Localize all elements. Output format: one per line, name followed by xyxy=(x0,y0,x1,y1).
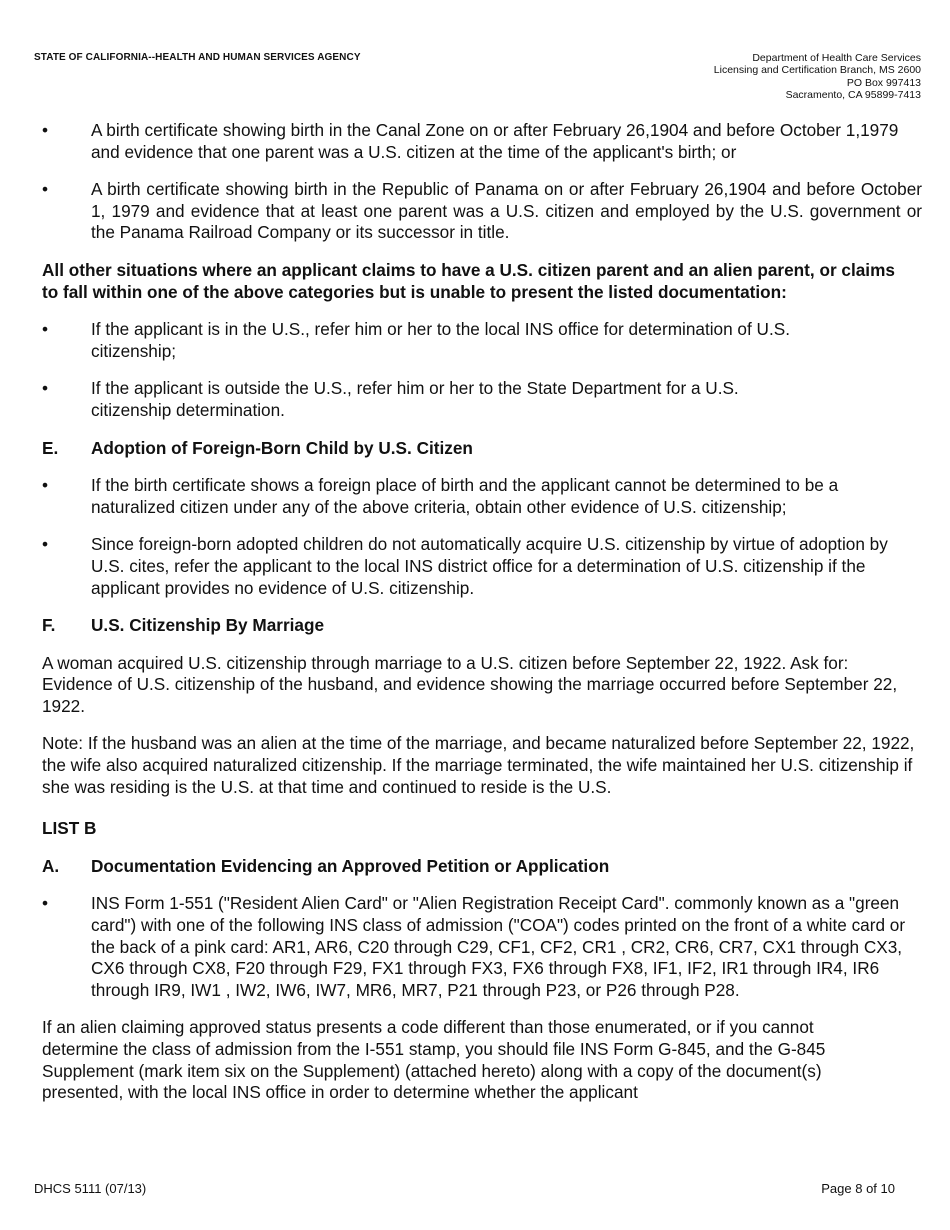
list-item xyxy=(42,475,922,518)
bullet-text: If the birth certificate shows a foreign place of birth and the applicant cannot be determined to be a naturalized citizen under any of the above criteria, obtain other evidence of U.S. citizenship; xyxy=(91,475,839,517)
section-title: U.S. Citizenship By Marriage xyxy=(91,615,325,636)
bullet-text: If the applicant is in the U.S., refer him or her to the local INS office for determination of U.S. citizenship; xyxy=(91,319,790,361)
list-item xyxy=(42,179,922,244)
department-address xyxy=(714,52,921,101)
other-situations-heading: All other situations where an applicant claims to have a U.S. citizen parent and an alien parent, or claims to fall within one of the above categories but is unable to present the listed documentation: xyxy=(42,259,895,302)
address-line: Department of Health Care Services xyxy=(752,52,921,64)
bullet-icon: • xyxy=(42,534,49,555)
section-f-heading xyxy=(42,615,922,637)
list-item xyxy=(42,378,922,421)
bullet-text: If the applicant is outside the U.S., refer him or her to the State Department for a U.S. citizenship determination. xyxy=(91,378,739,420)
section-title: Adoption of Foreign-Born Child by U.S. Citizen xyxy=(91,437,473,458)
bullet-text: A birth certificate showing birth in the Canal Zone on or after February 26,1904 and before October 1,1979 and evidence that one parent was a U.S. citizen at the time of the applicant's birth; or xyxy=(91,120,899,162)
marriage-note: Note: If the husband was an alien at the time of the marriage, and became naturalized before September 22, 1922, the wife also acquired naturalized citizenship. If the marriage terminated, the wife maintained her U.S. citizenship if she was residing is the U.S. at that time and continued to reside is the U.S. xyxy=(42,733,915,797)
bullet-text: A birth certificate showing birth in the Republic of Panama on or after February 26,1904 and before October 1, 1979 and evidence that at least one parent was a U.S. citizen and employed by the U.S. government or the Panama Railroad Company or its successor in title. xyxy=(91,179,922,243)
bullet-icon: • xyxy=(42,893,49,914)
document-body xyxy=(42,120,922,1120)
bullet-icon: • xyxy=(42,179,49,200)
agency-header: STATE OF CALIFORNIA--HEALTH AND HUMAN SERVICES AGENCY xyxy=(34,52,361,63)
address-line: PO Box 997413 xyxy=(846,76,921,89)
section-title: Documentation Evidencing an Approved Petition or Application xyxy=(91,855,610,876)
list-item xyxy=(42,534,922,599)
list-b-title: LIST B xyxy=(42,818,97,839)
list-b-section-a-heading xyxy=(42,856,922,878)
bullet-icon: • xyxy=(42,475,49,496)
page-number: Page 8 of 10 xyxy=(821,1181,895,1196)
bullet-text: Since foreign-born adopted children do not automatically acquire U.S. citizenship by virtue of adoption by U.S. cites, refer the applicant to the local INS district office for a determination of U.S. citizenship if the applicant provides no evidence of U.S. citizenship. xyxy=(91,534,888,598)
marriage-paragraph: A woman acquired U.S. citizenship through marriage to a U.S. citizen before September 22, 1922. Ask for: Evidence of U.S. citizenship of the husband, and evidence showing the marriage occurred before September 22, 1922. xyxy=(42,652,898,716)
section-e-heading xyxy=(42,438,922,460)
list-item xyxy=(42,120,922,163)
approved-status-paragraph: If an alien claiming approved status presents a code different than those enumerated, or if you cannot determine the class of admission from the I-551 stamp, you should file INS Form G-845, and the G-845 Supplement (mark item six on the Supplement) (attached hereto) along with a copy of the document(s) presented, with the local INS office in order to determine whether the applicant xyxy=(42,1017,826,1103)
address-line: Sacramento, CA 95899-7413 xyxy=(785,88,921,101)
bullet-icon: • xyxy=(42,319,49,340)
bullet-text: INS Form 1-551 ("Resident Alien Card" or "Alien Registration Receipt Card". commonly known as a "green card") with one of the following INS class of admission ("COA") codes printed on the front of a white card or the back of a pink card: AR1, AR6, C20 through C29, CF1, CF2, CR1 , CR2, CR6, CR7, CX1 through CX3, CX6 through CX8, F20 through F29, FX1 through FX3, FX6 through FX8, IF1, IF2, IR1 through IR4, IR6 through IR9, IW1 , IW2, IW6, IW7, MR6, MR7, P21 through P23, or P26 through P28. xyxy=(91,893,906,1000)
bullet-icon: • xyxy=(42,378,49,399)
bullet-icon: • xyxy=(42,120,49,140)
form-id: DHCS 5111 (07/13) xyxy=(34,1181,147,1196)
section-letter: A. xyxy=(42,855,60,876)
list-item xyxy=(42,893,922,1001)
list-item xyxy=(42,319,922,362)
address-line: Licensing and Certification Branch, MS 2600 xyxy=(713,64,921,77)
section-letter: F. xyxy=(42,615,56,636)
section-letter: E. xyxy=(42,437,59,458)
